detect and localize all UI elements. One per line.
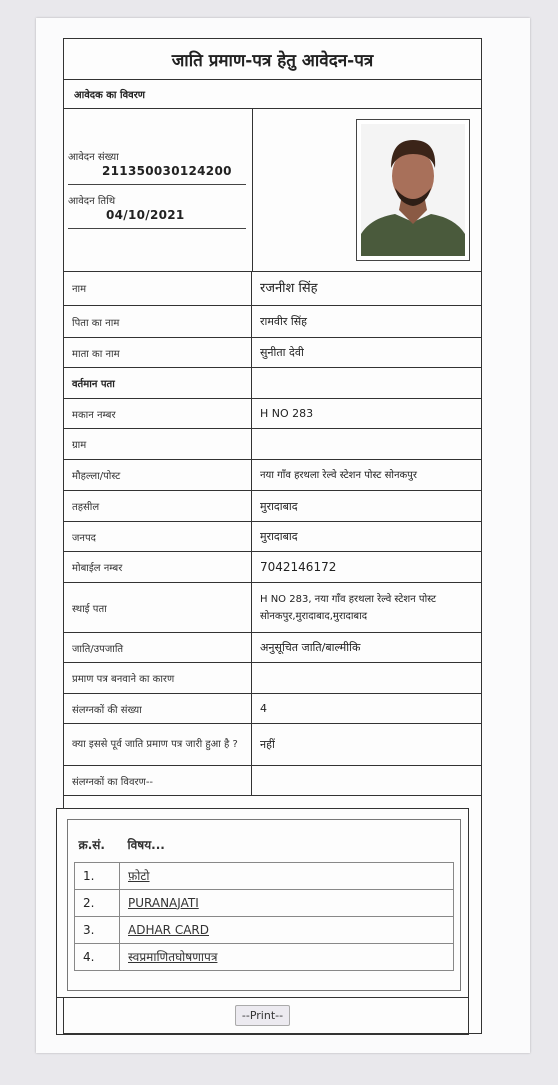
attachments-panel [56, 808, 469, 998]
detail-label: क्या इससे पूर्व जाति प्रमाण पत्र जारी हुआ है ? [64, 724, 252, 765]
detail-label: मौहल्ला/पोस्ट [64, 460, 252, 490]
detail-row-father-name [64, 306, 481, 338]
detail-row-caste [64, 633, 481, 663]
detail-label: मोबाईल नम्बर [64, 552, 252, 582]
detail-value [252, 368, 481, 398]
detail-value: 7042146172 [260, 559, 337, 574]
attachment-link[interactable] [120, 916, 454, 943]
applicant-details-table [64, 271, 481, 796]
detail-value: नया गाँव हरथला रेल्वे स्टेशन पोस्ट सोनकपुर [260, 469, 417, 481]
attachment-link-text[interactable]: ADHAR CARD [128, 922, 209, 937]
attachment-row [75, 943, 454, 970]
application-number-label: आवेदन संख्या [68, 152, 119, 163]
application-meta [64, 109, 253, 271]
attachment-link[interactable] [120, 943, 454, 970]
attachments-table [74, 828, 454, 971]
attachment-link-text[interactable]: PURANAJATI [128, 895, 199, 910]
detail-label: संलग्नकों का विवरण-- [64, 766, 252, 795]
detail-row-locality-post [64, 460, 481, 491]
attachment-sno: 2. [75, 889, 120, 916]
form-title: जाति प्रमाण-पत्र हेतु आवेदन-पत्र [64, 39, 481, 80]
detail-label: वर्तमान पता [64, 368, 252, 398]
attachments-header-row [75, 828, 454, 862]
detail-label: ग्राम [64, 429, 252, 459]
attachment-sno: 4. [75, 943, 120, 970]
detail-row-attachment-count [64, 694, 481, 724]
application-date: 04/10/2021 [106, 208, 185, 222]
detail-label: पिता का नाम [64, 306, 252, 337]
attachment-sno: 1. [75, 862, 120, 889]
detail-value [252, 663, 481, 693]
divider [68, 184, 246, 185]
detail-row-permanent-address [64, 583, 481, 633]
attachment-row [75, 916, 454, 943]
detail-row-mobile-number [64, 552, 481, 583]
detail-row-district [64, 522, 481, 552]
detail-label: जाति/उपजाति [64, 633, 252, 662]
detail-value [252, 766, 481, 795]
form-footer [56, 997, 469, 1035]
attachments-box [67, 819, 461, 991]
divider [68, 228, 246, 229]
detail-value: मुरादाबाद [260, 530, 298, 543]
application-date-label: आवेदन तिथि [68, 196, 116, 207]
attachment-row [75, 862, 454, 889]
detail-value: रामवीर सिंह [260, 315, 308, 328]
attachment-link[interactable] [120, 862, 454, 889]
detail-value: मुरादाबाद [260, 499, 298, 513]
detail-label: स्थाई पता [64, 583, 252, 632]
detail-value [252, 429, 481, 459]
detail-label: संलग्नकों की संख्या [64, 694, 252, 723]
applicant-header-block [64, 109, 481, 272]
detail-row-village [64, 429, 481, 460]
print-button[interactable]: --Print-- [235, 1005, 290, 1026]
detail-row-previous-certificate [64, 724, 481, 766]
detail-label: तहसील [64, 491, 252, 521]
applicant-photo-image [361, 124, 465, 256]
detail-row-house-number [64, 399, 481, 429]
detail-label: प्रमाण पत्र बनवाने का कारण [64, 663, 252, 693]
attachment-sno: 3. [75, 916, 120, 943]
detail-label: जनपद [64, 522, 252, 551]
detail-value: सुनीता देवी [260, 346, 304, 359]
attachment-link[interactable] [120, 889, 454, 916]
attachment-link-text[interactable]: फ़ोटो [128, 869, 150, 883]
detail-value: रजनीश सिंह [260, 280, 318, 296]
applicant-photo [356, 119, 470, 261]
detail-value: नहीं [260, 738, 275, 751]
application-form [63, 38, 482, 1034]
detail-value: 4 [260, 702, 267, 715]
attachment-link-text[interactable]: स्वप्रमाणितघोषणापत्र [128, 950, 218, 964]
attachment-row [75, 889, 454, 916]
detail-value: अनुसूचित जाति/बाल्मीकि [260, 641, 361, 654]
detail-row-attachment-details [64, 766, 481, 796]
col-subject-header: विषय... [127, 838, 165, 853]
detail-row-tehsil [64, 491, 481, 522]
section-applicant-details: आवेदक का विवरण [64, 79, 481, 109]
detail-row-mother-name [64, 338, 481, 368]
detail-row-reason [64, 663, 481, 694]
detail-label: माता का नाम [64, 338, 252, 367]
application-number: 211350030124200 [102, 164, 232, 178]
detail-value: H NO 283, नया गाँव हरथला रेल्वे स्टेशन पोस्ट सोनकपुर,मुरादाबाद,मुरादाबाद [260, 593, 437, 622]
detail-value: H NO 283 [260, 407, 314, 420]
detail-row-current-address [64, 368, 481, 399]
detail-label: मकान नम्बर [64, 399, 252, 428]
detail-row-name [64, 271, 481, 306]
col-sno-header: क्र.सं. [78, 838, 105, 853]
detail-label: नाम [64, 271, 252, 305]
